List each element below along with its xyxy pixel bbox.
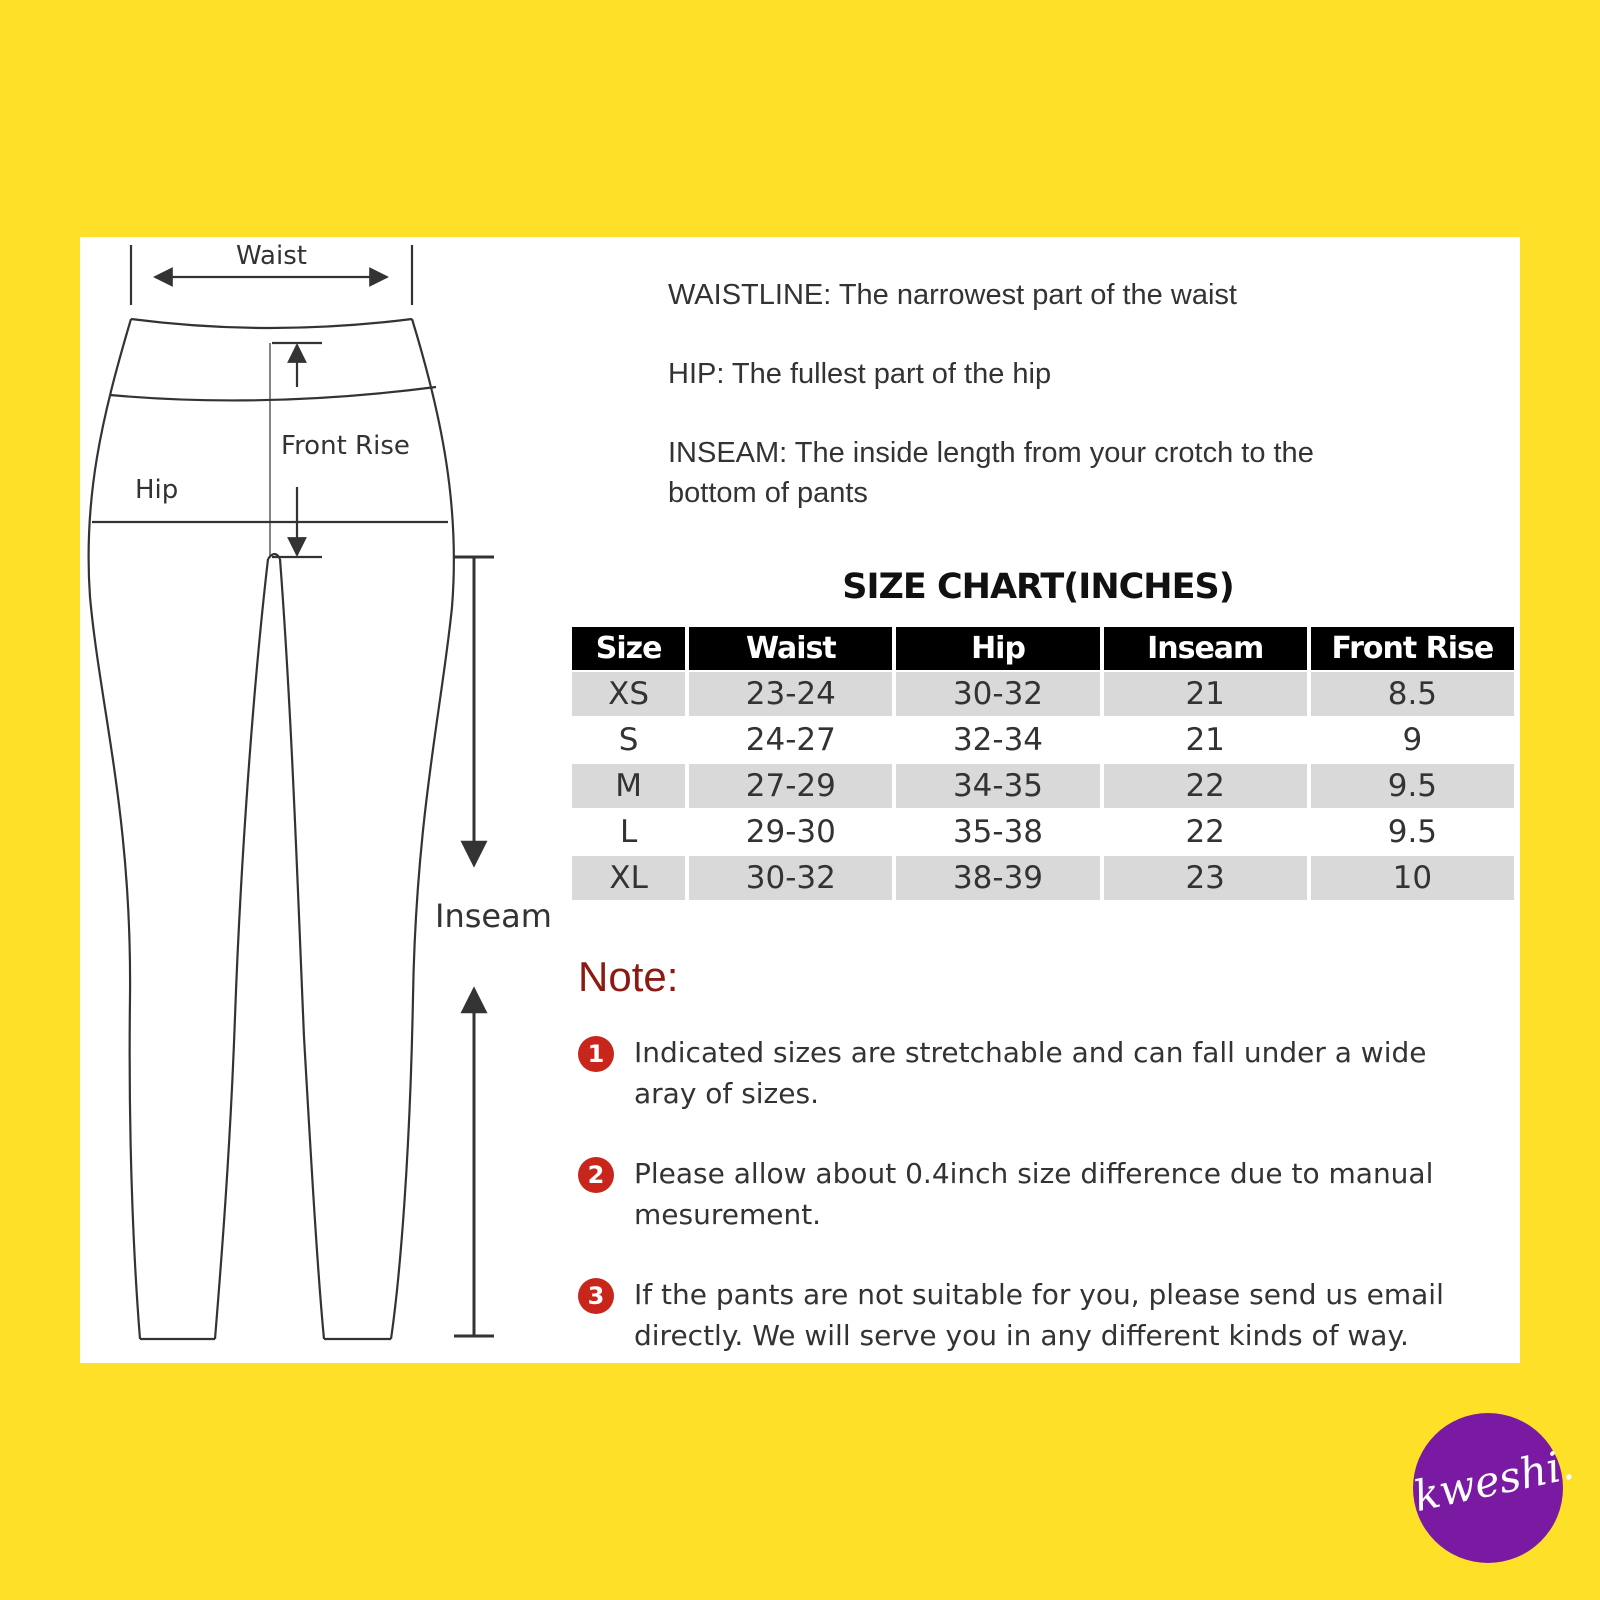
column-header-waist: Waist [689, 627, 892, 670]
table-cell: 32-34 [952, 722, 1044, 758]
note-number-badge: 1 [578, 1036, 614, 1072]
column-header-size: Size [572, 627, 685, 670]
note-number-badge: 3 [578, 1278, 614, 1314]
size-guide-card [80, 237, 1520, 1363]
hip-definition: HIP: The fullest part of the hip [668, 358, 1052, 390]
note-text [634, 1153, 1474, 1235]
leg-inner-right [280, 559, 324, 1339]
inseam-label: Inseam [435, 897, 552, 935]
table-cell: 35-38 [952, 814, 1044, 850]
table-cell: 9 [1402, 722, 1423, 758]
table-cell: 23 [1104, 856, 1307, 900]
brand-logo [1409, 1413, 1578, 1563]
leg-inner-left [215, 559, 268, 1339]
table-row [572, 718, 1514, 762]
table-cell: 24-27 [745, 722, 836, 758]
table-cell: 34-35 [896, 764, 1099, 808]
table-cell: 21 [1104, 672, 1307, 716]
inseam-definition-line1: INSEAM: The inside length from your crotch to the [668, 437, 1314, 469]
table-cell: 22 [1104, 764, 1307, 808]
table-cell: M [572, 764, 685, 808]
note-text-line: If the pants are not suitable for you, please send us email [634, 1278, 1444, 1311]
table-row [572, 810, 1514, 854]
note-text-line: mesurement. [634, 1198, 822, 1231]
column-header-front-rise: Front Rise [1311, 627, 1514, 670]
waistline-definition: WAISTLINE: The narrowest part of the waist [668, 279, 1237, 311]
front-rise-label: Front Rise [281, 431, 410, 461]
table-cell: 10 [1311, 856, 1514, 900]
size-chart-table [568, 625, 1518, 902]
waistband-bottom [110, 387, 436, 400]
table-cell: 38-39 [896, 856, 1099, 900]
table-cell: 22 [1185, 814, 1225, 850]
table-cell: 21 [1185, 722, 1225, 758]
hip-label: Hip [135, 475, 179, 505]
note-text-line: Indicated sizes are stretchable and can fall under a wide [634, 1036, 1427, 1069]
table-cell: 30-32 [689, 856, 892, 900]
note-text-line: aray of sizes. [634, 1077, 819, 1110]
column-header-hip: Hip [896, 627, 1099, 670]
size-chart-title: SIZE CHART(INCHES) [842, 567, 1234, 607]
column-header-inseam: Inseam [1104, 627, 1307, 670]
table-row [572, 764, 1514, 808]
note-text [634, 1032, 1474, 1114]
leg-outer-right [391, 319, 454, 1339]
note-text [634, 1274, 1474, 1356]
note-text-line: directly. We will serve you in any different kinds of way. [634, 1319, 1409, 1352]
table-cell: 29-30 [745, 814, 836, 850]
table-row [572, 856, 1514, 900]
note-text-line: Please allow about 0.4inch size difference due to manual [634, 1157, 1434, 1190]
table-cell: XL [572, 856, 685, 900]
table-cell: 9.5 [1387, 814, 1438, 850]
table-cell: 27-29 [689, 764, 892, 808]
table-cell: 9.5 [1311, 764, 1514, 808]
table-cell: 30-32 [896, 672, 1099, 716]
inseam-definition-line2: bottom of pants [668, 477, 868, 509]
table-cell: S [618, 722, 639, 758]
table-cell: L [619, 814, 638, 850]
table-cell: XS [572, 672, 685, 716]
table-cell: 8.5 [1311, 672, 1514, 716]
size-table-header-row [572, 627, 1514, 670]
leggings-diagram [80, 237, 560, 1363]
inseam-definition [668, 433, 1428, 513]
table-cell: 23-24 [689, 672, 892, 716]
note-number-badge: 2 [578, 1157, 614, 1193]
leg-outer-left [89, 319, 140, 1339]
note-title: Note: [578, 953, 679, 1000]
brand-logo-text: kweshi. [1409, 1439, 1578, 1522]
table-row [572, 672, 1514, 716]
waistband-top [131, 319, 412, 328]
waist-label: Waist [236, 241, 307, 271]
